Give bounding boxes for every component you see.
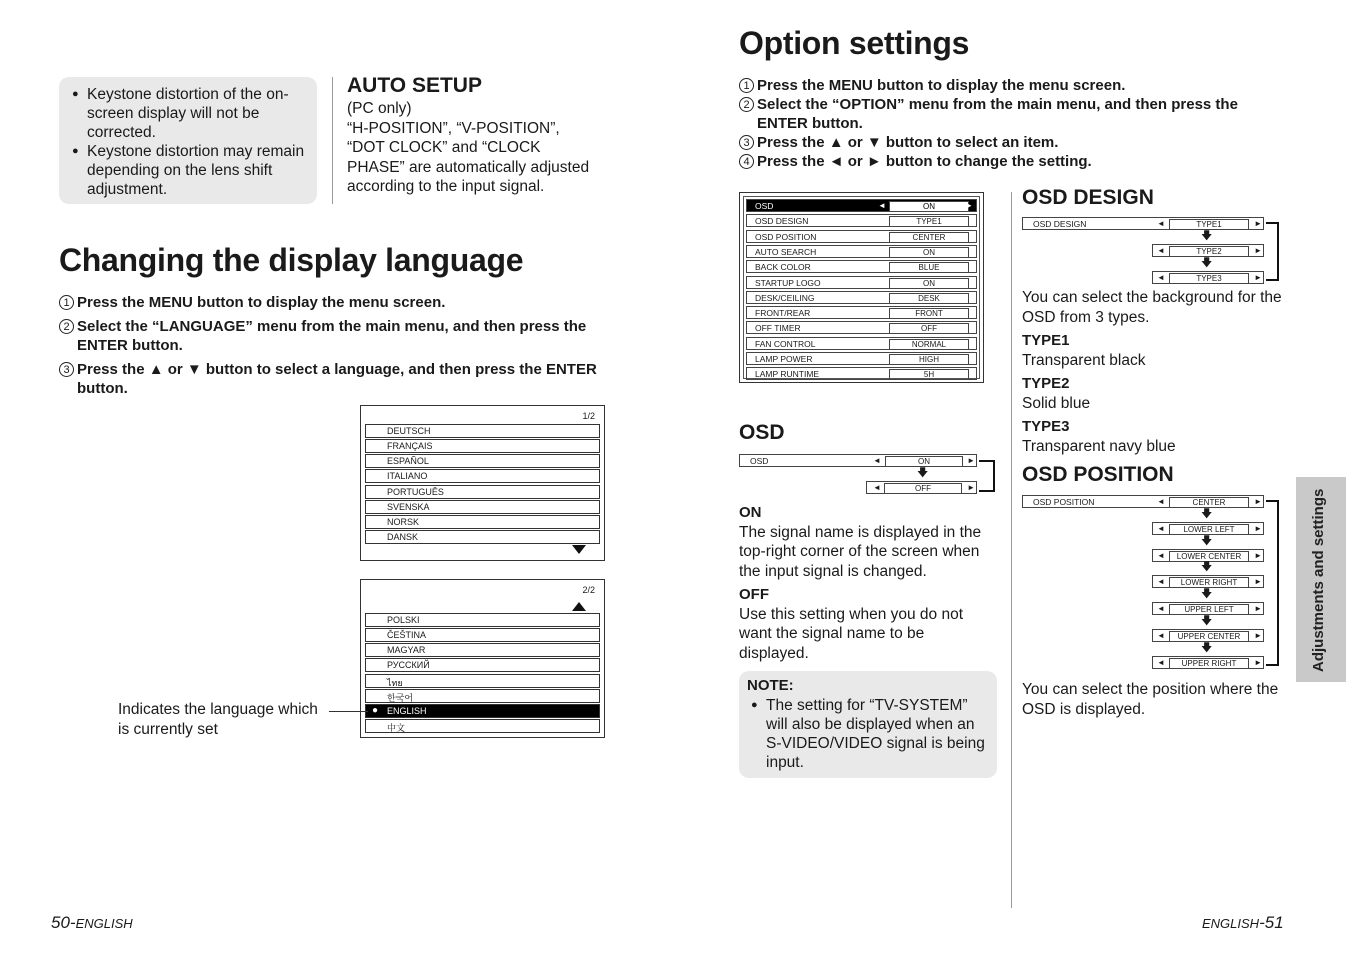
step-item (59, 293, 619, 312)
arrow-left-icon[interactable]: ◄ (1157, 657, 1165, 667)
option-menu-value: TYPE1 (889, 216, 969, 227)
step-text: Press the ◄ or ► button to change the setting. (757, 153, 1092, 170)
option-menu-key: BACK COLOR (755, 262, 811, 273)
page-title-language: Changing the display language (59, 242, 524, 278)
scroll-down-icon[interactable] (572, 545, 586, 554)
page-lang: ENGLISH (75, 916, 133, 931)
arrow-right-icon[interactable]: ► (1254, 550, 1262, 560)
option-menu-value: NORMAL (889, 339, 969, 350)
option-menu-key: LAMP POWER (755, 354, 813, 364)
step-number: 1 (59, 295, 74, 310)
osd-heading: OSD (739, 421, 785, 444)
type-name: TYPE1 (1022, 332, 1070, 349)
arrow-right-icon[interactable]: ► (1254, 273, 1262, 282)
osd-item-label: OSD (750, 456, 769, 466)
arrow-down-icon: 🡇 (1201, 257, 1213, 269)
side-tab-label: Adjustments and settings (1310, 488, 1327, 672)
current-marker-icon: ● (372, 705, 379, 716)
arrow-down-icon: 🡇 (1201, 615, 1213, 627)
auto-setup-line: PHASE” are automatically adjusted (347, 158, 590, 176)
language-option[interactable]: ไทย (365, 674, 600, 688)
language-option[interactable]: DEUTSCH (365, 424, 600, 438)
option-menu-key: STARTUP LOGO (755, 277, 821, 288)
osd-position-value: UPPER LEFT (1169, 604, 1249, 615)
language-option[interactable]: MAGYAR (365, 643, 600, 657)
language-option[interactable]: FRANÇAIS (365, 439, 600, 453)
type-desc: Solid blue (1022, 394, 1091, 412)
option-menu-row[interactable] (746, 352, 977, 365)
language-option[interactable]: 한국어 (365, 689, 600, 703)
page-title-option: Option settings (739, 25, 970, 61)
language-option[interactable]: ITALIANO (365, 469, 600, 483)
arrow-left-icon[interactable]: ◄ (1157, 604, 1165, 614)
language-option-current[interactable]: ● ENGLISH (365, 704, 600, 718)
note-item: ● Keystone distortion of the on-screen display will not be corrected. (68, 85, 313, 142)
option-menu-row[interactable] (746, 337, 977, 350)
step-number: 2 (739, 97, 754, 112)
osd-design-intro: You can select the background for the OSD from 3 types. (1022, 289, 1282, 326)
page-number-left (51, 913, 133, 933)
option-menu-row[interactable] (746, 367, 977, 380)
osd-position-value: UPPER RIGHT (1169, 658, 1249, 669)
option-menu-key: FRONT/REAR (755, 308, 811, 319)
step-item (59, 360, 619, 398)
language-option[interactable]: 中文 (365, 719, 600, 733)
option-menu-key: OSD (755, 201, 774, 211)
step-text: Press the MENU button to display the menu screen. (757, 77, 1126, 94)
arrow-down-icon: 🡇 (1201, 230, 1213, 242)
osd-position-value-row[interactable] (1152, 602, 1264, 615)
cycle-bracket (979, 460, 995, 492)
option-menu-row[interactable] (746, 245, 977, 258)
arrow-right-icon[interactable]: ► (1254, 523, 1262, 533)
callout-line: is currently set (118, 720, 218, 738)
side-tab (1296, 477, 1346, 682)
option-menu-value: DESK (889, 293, 969, 304)
option-steps (739, 76, 1284, 171)
callout-line: Indicates the language which (118, 701, 318, 718)
note-label: NOTE: (747, 677, 794, 694)
option-menu-value: 5H (889, 369, 969, 380)
step-number: 4 (739, 154, 754, 169)
arrow-down-icon: 🡇 (1201, 588, 1213, 601)
page-num: -51 (1259, 913, 1284, 932)
language-option[interactable]: SVENSKA (365, 500, 600, 514)
osd-position-value-row[interactable] (1152, 549, 1264, 562)
arrow-left-icon[interactable]: ◄ (1157, 577, 1165, 587)
arrow-right-icon[interactable]: ► (1254, 657, 1262, 667)
step-item (739, 76, 1284, 95)
option-menu-row[interactable] (746, 260, 977, 273)
arrow-down-icon: 🡇 (1201, 561, 1213, 574)
osd-off-text: Use this setting when you do not want the signal name to be displayed. (739, 605, 964, 662)
osd-position-value-row[interactable] (1152, 522, 1264, 535)
option-menu-row[interactable] (746, 306, 977, 319)
option-menu-value: BLUE (889, 262, 969, 273)
osd-description (739, 503, 994, 663)
option-menu-value: FRONT (889, 308, 969, 319)
option-menu-value: HIGH (889, 354, 969, 365)
arrow-right-icon[interactable]: ► (1254, 631, 1262, 640)
option-menu-key: OSD DESIGN (755, 216, 809, 227)
option-menu-list (743, 196, 980, 379)
auto-setup-line: “H-POSITION”, “V-POSITION”, (347, 119, 560, 137)
step-text: Select the “LANGUAGE” menu from the main menu, and then press the ENTER button. (77, 318, 587, 354)
page-number-right (1202, 913, 1284, 933)
osd-on-text: The signal name is displayed in the top-right corner of the screen when the input signal is changed. (739, 523, 982, 580)
step-text: Press the MENU button to display the menu screen. (77, 294, 446, 311)
step-item (739, 133, 1284, 152)
osd-position-value: UPPER CENTER (1169, 631, 1249, 642)
arrow-right-icon[interactable]: ► (1254, 577, 1262, 587)
auto-setup-line: (PC only) (347, 100, 412, 117)
osd-position-value: LOWER RIGHT (1169, 577, 1249, 588)
type-desc: Transparent black (1022, 351, 1146, 369)
language-option[interactable]: PORTUGUÊS (365, 485, 600, 499)
language-option[interactable]: ČEŠTINA (365, 628, 600, 642)
osd-value: OFF (884, 483, 962, 494)
option-menu-value: ON (889, 278, 969, 289)
osd-position-heading: OSD POSITION (1022, 463, 1174, 486)
page-indicator: 2/2 (582, 585, 595, 595)
step-number: 3 (59, 362, 74, 377)
osd-design-value: TYPE3 (1169, 273, 1249, 284)
auto-setup-heading: AUTO SETUP (347, 74, 482, 97)
scroll-up-icon[interactable] (572, 602, 586, 611)
type-name: TYPE2 (1022, 375, 1070, 392)
arrow-right-icon[interactable]: ► (967, 456, 975, 465)
cycle-bracket (1266, 500, 1279, 666)
osd-design-value-row[interactable] (1152, 271, 1264, 284)
step-number: 3 (739, 135, 754, 150)
arrow-left-icon[interactable]: ◄ (1157, 497, 1165, 506)
osd-position-value: LOWER LEFT (1169, 524, 1249, 535)
note-text: ● The setting for “TV-SYSTEM” will also be displayed when an S-VIDEO/VIDEO signal is being input. (747, 696, 991, 772)
page-lang: ENGLISH (1202, 916, 1260, 931)
arrow-left-icon[interactable]: ◄ (1157, 550, 1165, 560)
osd-design-heading: OSD DESIGN (1022, 186, 1154, 209)
arrow-right-icon[interactable]: ► (967, 483, 975, 492)
osd-position-value: LOWER CENTER (1169, 551, 1249, 562)
page-num: 50- (51, 913, 76, 932)
auto-setup-line: according to the input signal. (347, 178, 545, 195)
osd-design-description (1022, 288, 1287, 456)
step-number: 2 (59, 319, 74, 334)
language-option[interactable]: POLSKI (365, 613, 600, 627)
language-steps (59, 293, 619, 398)
osd-position-description: You can select the position where the OSD is displayed. (1022, 681, 1279, 718)
cycle-bracket (1266, 222, 1279, 281)
auto-setup-line: “DOT CLOCK” and “CLOCK (347, 139, 541, 156)
option-menu-value: OFF (889, 323, 969, 334)
step-item (59, 317, 619, 355)
step-text: Select the “OPTION” menu from the main menu, and then press the ENTER button. (757, 96, 1238, 132)
option-menu-key: OFF TIMER (755, 323, 801, 334)
option-menu-row[interactable] (746, 230, 977, 243)
type-name: TYPE3 (1022, 418, 1070, 435)
osd-item-row[interactable] (739, 454, 977, 467)
osd-position-value-row[interactable] (1152, 656, 1264, 669)
step-text: Press the ▲ or ▼ button to select a language, and then press the ENTER button. (77, 361, 597, 397)
auto-setup-section (347, 74, 617, 197)
option-menu-row[interactable] (746, 276, 977, 289)
arrow-down-icon: 🡇 (1201, 534, 1213, 547)
option-menu-value: ON (889, 247, 969, 258)
option-menu-key: DESK/CEILING (755, 292, 815, 303)
option-menu-row[interactable] (746, 199, 977, 212)
arrow-left-icon[interactable]: ◄ (1157, 246, 1165, 255)
arrow-left-icon[interactable]: ◄ (1157, 523, 1165, 533)
notes-box (59, 77, 317, 204)
step-item (739, 152, 1284, 171)
option-menu-key: FAN CONTROL (755, 338, 816, 349)
osd-value-row[interactable] (866, 481, 977, 494)
arrow-down-icon: 🡇 (1201, 507, 1213, 520)
osd-on-label: ON (739, 504, 762, 521)
step-number: 1 (739, 78, 754, 93)
osd-value: ON (885, 456, 963, 467)
osd-design-value-row[interactable] (1152, 244, 1264, 257)
arrow-left-icon[interactable]: ◄ (873, 456, 881, 465)
arrow-down-icon: 🡇 (917, 467, 929, 479)
divider (332, 77, 333, 204)
arrow-left-icon[interactable]: ◄ (1157, 273, 1165, 282)
type-desc: Transparent navy blue (1022, 437, 1176, 455)
step-item (739, 95, 1284, 133)
osd-position-row[interactable] (1022, 495, 1264, 508)
note-item: ● Keystone distortion may remain depending on the lens shift adjustment. (68, 142, 313, 199)
option-menu-key: OSD POSITION (755, 231, 817, 242)
arrow-right-icon[interactable]: ► (1254, 604, 1262, 614)
note-box (739, 671, 997, 778)
callout-text (118, 700, 333, 739)
language-option[interactable]: РУССКИЙ (365, 658, 600, 672)
language-option[interactable]: ESPAÑOL (365, 454, 600, 468)
osd-position-value-row[interactable] (1152, 629, 1264, 642)
arrow-right-icon[interactable]: ► (1254, 246, 1262, 255)
option-menu-key: AUTO SEARCH (755, 246, 817, 257)
arrow-down-icon: 🡇 (1201, 641, 1213, 654)
language-screen-2 (360, 579, 605, 738)
step-text: Press the ▲ or ▼ button to select an item. (757, 134, 1059, 151)
arrow-right-icon[interactable]: ► (1254, 497, 1262, 506)
option-menu-row[interactable] (746, 321, 977, 334)
language-option[interactable]: DANSK (365, 530, 600, 544)
osd-position-value: CENTER (1169, 497, 1249, 508)
option-menu-key: LAMP RUNTIME (755, 369, 820, 380)
arrow-left-icon[interactable]: ◄ (873, 483, 881, 492)
osd-off-label: OFF (739, 586, 769, 603)
option-menu-row[interactable] (746, 214, 977, 227)
option-menu-screen (739, 192, 984, 383)
language-option[interactable]: NORSK (365, 515, 600, 529)
arrow-left-icon[interactable]: ◄ (1157, 219, 1165, 228)
arrow-left-icon[interactable]: ◄ (878, 201, 886, 210)
osd-design-value: TYPE2 (1169, 246, 1249, 257)
column-divider (1011, 192, 1012, 908)
osd-design-row[interactable] (1022, 217, 1264, 230)
option-menu-value: CENTER (889, 232, 969, 243)
callout-leader-line (329, 711, 368, 712)
page-indicator: 1/2 (582, 411, 595, 421)
language-screen-1 (360, 405, 605, 561)
option-menu-value: ON (889, 201, 969, 212)
arrow-left-icon[interactable]: ◄ (1157, 631, 1165, 640)
osd-position-value-row[interactable] (1152, 575, 1264, 588)
osd-position-label: OSD POSITION (1033, 497, 1095, 507)
arrow-right-icon[interactable]: ► (965, 201, 973, 210)
arrow-right-icon[interactable]: ► (1254, 219, 1262, 228)
option-menu-row[interactable] (746, 291, 977, 304)
osd-design-value: TYPE1 (1169, 219, 1249, 230)
osd-design-label: OSD DESIGN (1033, 219, 1087, 229)
